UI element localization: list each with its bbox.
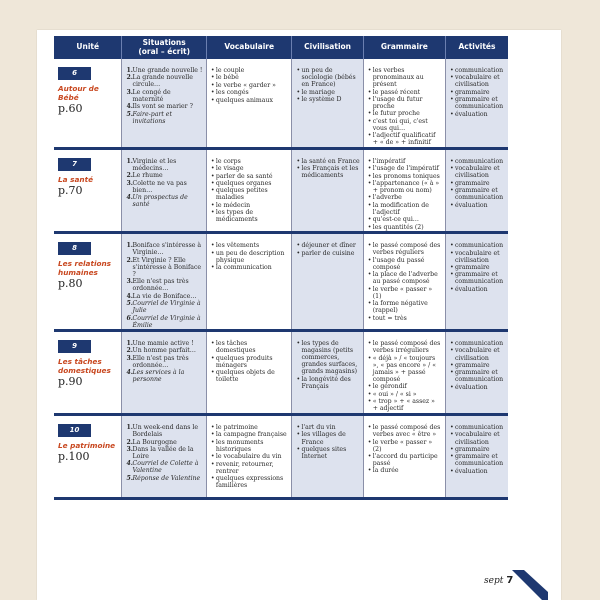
grammaire-item: • l'appartenance (« à » + pronom ou nom) [368,180,442,194]
grammaire-item: • le passé composé des verbes irréguliers [368,340,442,354]
situation-number: 3. [126,179,133,187]
column-header: Civilisation [292,36,363,59]
situation-text: Un homme parfait… [132,347,196,355]
civilisation-cell [292,233,363,331]
column-header: Grammaire [363,36,445,59]
lesson-number-badge: 10 [58,424,91,437]
civilisation-cell [292,415,363,499]
page-number-word: sept [484,576,504,586]
grammaire-item: • la modification de l'adjectif [368,202,442,216]
grammaire-item: • tout = très [368,315,442,322]
vocabulaire-item: • revenir, retourner, rentrer [211,461,289,475]
situation-text: La Bourgogne [132,438,177,446]
situation-number: 2. [126,438,133,446]
civilisation-item: • l'art du vin [296,424,359,431]
grammaire-item: • les pronoms toniques [368,173,442,180]
situation-number: 5. [126,110,133,118]
situation-text: Courriel de Virginie à Julie [132,300,201,315]
unit-cell [54,415,122,499]
situation-item [126,278,202,292]
situation-number: 1. [126,157,133,165]
situation-number: 2. [126,172,133,180]
lesson-number-badge: 8 [58,242,91,255]
activites-item: • grammaire [450,180,505,187]
vocabulaire-item: • quelques objets de toilette [211,369,289,383]
vocabulaire-item: • le visage [211,165,289,172]
situation-number: 1. [126,67,133,74]
table-of-contents [54,36,508,500]
situation-text: Faire-part et invitations [132,110,172,125]
lesson-page: p.100 [58,450,90,464]
grammaire-item: • l'usage du passé composé [368,257,442,271]
activites-item: • grammaire et communication [450,271,505,285]
situation-item [126,180,202,194]
vocabulaire-item: • le corps [211,158,289,165]
grammaire-item: • l'adjectif qualificatif + « de » + infinitif [368,132,442,146]
situation-text: Elle n'est pas très ordonnée… [132,354,189,369]
lesson-row [54,233,508,331]
situation-text: Une mamie active ! [132,340,194,348]
situation-text: Le congé de maternité [132,88,171,103]
situation-number: 1. [126,242,133,250]
situation-item [126,89,202,103]
situation-number: 1. [126,424,133,432]
activites-item: • communication [450,242,505,249]
grammaire-cell [363,415,445,499]
grammaire-cell [363,148,445,232]
vocabulaire-item: • quelques produits ménagers [211,355,289,369]
lesson-title: Les tâches domestiques [58,357,111,376]
civilisation-cell [292,331,363,415]
civilisation-cell [292,148,363,232]
vocabulaire-item: • les tâches domestiques [211,340,289,354]
activites-item: • grammaire [450,362,505,369]
lesson-page: p.80 [58,277,83,291]
situation-item [126,172,202,179]
vocabulaire-cell [206,415,292,499]
situation-text: Ils vont se marier ? [132,103,193,111]
civilisation-item: • la longévité des Français [296,376,359,390]
lesson-row [54,148,508,232]
toc-body [54,59,508,499]
lesson-title: La santé [58,174,94,184]
activites-item: • grammaire et communication [450,453,505,467]
situations-cell [122,233,206,331]
civilisation-item: • la santé en France [296,158,359,165]
situation-text: Réponse de Valentine [132,474,201,482]
grammaire-item: • le verbe « passer » (1) [368,286,442,300]
situation-item [126,446,202,460]
vocabulaire-item: • les types de médicaments [211,209,289,223]
grammaire-item: • le verbe « passer » (2) [368,439,442,453]
lesson-row [54,331,508,415]
situation-text: Une grande nouvelle ! [132,67,203,74]
activites-item: • communication [450,340,505,347]
activites-cell [445,331,508,415]
lesson-number-badge: 7 [58,158,91,171]
situation-text: Elle n'est pas très ordonnée… [132,278,189,293]
civilisation-item: • un peu de sociologie (bébés en France) [296,67,359,88]
situation-text: Colette ne va pas bien… [132,179,187,194]
situation-number: 4. [126,194,133,202]
grammaire-item: • l'usage du futur proche [368,96,442,110]
activites-item: • évaluation [450,384,505,391]
situation-item [126,315,202,329]
grammaire-item: • la forme négative (rappel) [368,300,442,314]
civilisation-item: • le mariage [296,89,359,96]
situations-cell [122,415,206,499]
activites-item: • évaluation [450,111,505,118]
lesson-title: Autour de Bébé [58,84,99,102]
civilisation-item: • les villages de France [296,431,359,445]
grammaire-item: • l'adverbe [368,194,442,201]
lesson-page: p.90 [58,375,83,389]
activites-item: • vocabulaire et civilisation [450,74,505,88]
situation-number: 6. [126,314,133,322]
vocabulaire-item: • un peu de description physique [211,250,289,264]
column-header: Activités [445,36,508,59]
grammaire-item: • le gérondif [368,383,442,390]
grammaire-item: • « oui » / « si » [368,391,442,398]
lesson-number-badge: 6 [58,67,91,80]
header-row [54,36,508,59]
vocabulaire-item: • les vêtements [211,242,289,249]
activites-item: • évaluation [450,286,505,293]
vocabulaire-item: • le médecin [211,202,289,209]
situation-item [126,67,202,74]
grammaire-cell [363,233,445,331]
civilisation-item: • les types de magasins (petits commerces, grandes surfaces, grands magasins) [296,340,359,375]
situation-number: 3. [126,445,133,453]
grammaire-item: • les quantités (2) [368,224,442,231]
situation-number: 2. [126,256,133,264]
situation-number: 2. [126,347,133,355]
activites-item: • communication [450,67,505,74]
vocabulaire-item: • la campagne française [211,431,289,438]
unit-cell [54,331,122,415]
situation-number: 4. [126,369,133,377]
activites-item: • vocabulaire et civilisation [450,165,505,179]
vocabulaire-cell [206,331,292,415]
situation-text: Dans la vallée de la Loire [132,445,194,460]
civilisation-cell [292,59,363,148]
civilisation-item: • quelques sites Internet [296,446,359,460]
situation-number: 4. [126,460,133,468]
vocabulaire-item: • parler de sa santé [211,173,289,180]
vocabulaire-item: • quelques petites maladies [211,187,289,201]
lesson-title: Les relations humaines [58,259,111,278]
situation-item [126,111,202,125]
vocabulaire-item: • le vocabulaire du vin [211,453,289,460]
civilisation-item: • parler de cuisine [296,250,359,257]
situation-item [126,194,202,208]
page-number: 7 [506,575,514,586]
situation-item [126,158,202,172]
vocabulaire-item: • quelques animaux [211,97,289,104]
unit-cell [54,233,122,331]
lesson-row [54,415,508,499]
vocabulaire-item: • le patrimoine [211,424,289,431]
activites-item: • évaluation [450,468,505,475]
grammaire-item: • l'usage de l'impératif [368,165,442,172]
lesson-page: p.60 [58,102,83,115]
situations-cell [122,59,206,148]
vocabulaire-cell [206,59,292,148]
vocabulaire-item: • les monuments historiques [211,439,289,453]
situation-item [126,103,202,110]
activites-item: • communication [450,158,505,165]
activites-cell [445,148,508,232]
activites-item: • grammaire [450,264,505,271]
situation-item [126,460,202,474]
grammaire-item: • le passé récent [368,89,442,96]
unit-cell [54,148,122,232]
grammaire-item: • c'est toi qui, c'est vous qui… [368,118,442,132]
situation-item [126,340,202,347]
activites-item: • communication [450,424,505,431]
vocabulaire-cell [206,233,292,331]
situation-item [126,74,202,88]
vocabulaire-item: • la communication [211,264,289,271]
grammaire-item: • la durée [368,467,442,474]
lesson-title: Le patrimoine [58,441,116,451]
grammaire-item: • « déjà » / « toujours », « pas encore » / « jamais » + passé composé [368,355,442,383]
situations-cell [122,148,206,232]
vocabulaire-item: • les congés [211,89,289,96]
situation-item [126,300,202,314]
situation-number: 3. [126,278,133,286]
situation-text: Virginie et les médecins… [132,157,177,172]
situation-text: Courriel de Colette à Valentine [132,460,199,475]
situation-text: Un week-end dans le Bordelais [132,424,198,439]
situation-number: 2. [126,74,133,82]
situation-number: 5. [126,300,133,308]
lesson-page: p.70 [58,183,83,197]
grammaire-item: • « trop » + « assez » + adjectif [368,398,442,412]
lesson-number-badge: 9 [58,340,91,353]
situation-item [126,355,202,369]
grammaire-item: • qu'est-ce qui… [368,216,442,223]
activites-item: • grammaire et communication [450,369,505,383]
situation-item [126,424,202,438]
situation-item [126,257,202,278]
situation-text: La grande nouvelle circule… [132,74,193,89]
column-header: Unité [54,36,122,59]
situation-item [126,439,202,446]
situation-number: 3. [126,354,133,362]
civilisation-item: • déjeuner et dîner [296,242,359,249]
situation-number: 3. [126,88,133,96]
column-header: Vocabulaire [206,36,292,59]
grammaire-item: • le passé composé des verbes avec « être » [368,424,442,438]
activites-item: • grammaire [450,89,505,96]
situation-item [126,475,202,482]
situations-cell [122,331,206,415]
activites-cell [445,59,508,148]
activites-item: • grammaire [450,446,505,453]
activites-item: • vocabulaire et civilisation [450,347,505,361]
situation-item [126,293,202,300]
activites-item: • vocabulaire et civilisation [450,250,505,264]
grammaire-item: • les verbes pronominaux au présent [368,67,442,88]
situation-text: Un prospectus de santé [132,194,188,209]
activites-item: • évaluation [450,202,505,209]
situation-item [126,242,202,256]
situation-number: 4. [126,103,133,111]
situation-text: Et Virginie ? Elle s'intéresse à Boniface ? [132,256,202,278]
corner-tab-decoration [508,570,548,600]
situation-item [126,347,202,354]
situation-text: Boniface s'intéresse à Virginie… [132,242,202,257]
vocabulaire-item: • quelques expressions familières [211,475,289,489]
vocabulaire-item: • le verbe « garder » [211,82,289,89]
situation-item [126,369,202,383]
situation-text: La vie de Boniface… [132,292,197,300]
activites-item: • grammaire et communication [450,96,505,110]
situation-number: 5. [126,474,133,482]
grammaire-item: • la place de l'adverbe au passé composé [368,271,442,285]
grammaire-item: • le futur proche [368,110,442,117]
situation-text: Les services à la personne [132,369,185,384]
activites-cell [445,233,508,331]
grammaire-item: • l'impératif [368,158,442,165]
vocabulaire-item: • le couple [211,67,289,74]
situation-text: Le rhume [132,172,163,180]
situation-text: Courriel de Virginie à Émilie [132,314,201,329]
lesson-row [54,59,508,148]
activites-item: • grammaire et communication [450,187,505,201]
civilisation-item: • les Français et les médicaments [296,165,359,179]
vocabulaire-cell [206,148,292,232]
situation-number: 1. [126,340,133,348]
activites-item: • vocabulaire et civilisation [450,431,505,445]
civilisation-item: • le système D [296,96,359,103]
unit-cell [54,59,122,148]
grammaire-item: • le passé composé des verbes réguliers [368,242,442,256]
activites-cell [445,415,508,499]
grammaire-item: • l'accord du participe passé [368,453,442,467]
grammaire-cell [363,331,445,415]
situation-number: 4. [126,292,133,300]
vocabulaire-item: • le bébé [211,74,289,81]
column-header: Situations (oral – écrit) [122,36,206,59]
vocabulaire-item: • quelques organes [211,180,289,187]
grammaire-cell [363,59,445,148]
